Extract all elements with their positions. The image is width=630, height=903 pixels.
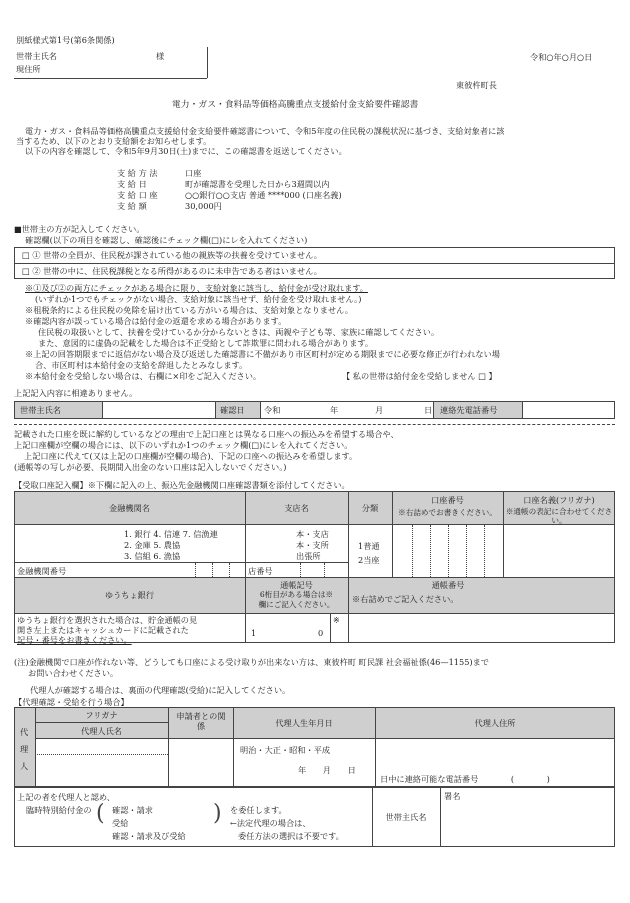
sig-name-label: 世帯主氏名	[20, 405, 61, 415]
agent-address-label: 代理人住所	[474, 718, 516, 728]
agent-side-2: 理	[20, 744, 29, 754]
note-8: 合、市区町村は本給付金の支給を辞退したとみなします。	[35, 360, 248, 370]
delegate-right-3: 委任方法の選択は不要です。	[238, 831, 344, 841]
delegate-right-2: ←法定代理の場合は、	[230, 818, 311, 828]
yucho-note-1: ゆうちょ銀行を選択された場合は、貯金通帳の見	[17, 615, 198, 625]
right-bracket: )	[213, 801, 222, 826]
h-acct-note: ※右詰めでお書きください。	[398, 508, 497, 517]
sig-date-label: 確認日	[220, 405, 245, 415]
change-1: 記載された口座を既に解約しているなどの理由で上記口座とは異なる口座への振込みを希望する場合や、	[14, 429, 399, 439]
symbol-asterisk: ※	[333, 615, 340, 625]
h-acct: 口座番号	[431, 495, 464, 505]
document-date: 令和○年○月○日	[530, 52, 593, 62]
page-title: 電力・ガス・食料品等価格高騰重点支援給付金支給要件確認書	[172, 100, 419, 110]
branch-type-1: 本・支店	[296, 529, 329, 539]
note-6: また、意図的に虚偽の記載をした場合は不正受給として詐欺罪に問われる場合があります。	[38, 338, 374, 348]
agent-relation: 申請者との関係	[176, 711, 226, 732]
agent-birth-label: 代理人生年月日	[275, 718, 333, 728]
h-type: 分類	[361, 503, 379, 513]
issuer: 東彼杵町長	[456, 80, 497, 90]
symbol-label: 通帳記号	[280, 580, 313, 590]
delegate-opt-2[interactable]: 受給	[112, 818, 129, 828]
bank-footnote-2: お問い合わせください。	[28, 668, 119, 678]
bank-type-1: 1. 銀行 4. 信連 7. 信漁連	[124, 529, 218, 539]
note-2: (いずれか1つでもチェックがない場合、支給対象に該当せず、給付金を受け取れません。)	[35, 294, 362, 304]
payment-amount-label: 支 給 額	[117, 201, 147, 211]
intro-line-2: 当するため、以下のとおり支給額をお知らせします。	[16, 136, 212, 146]
addressee-name-label: 世帯主氏名	[16, 51, 57, 61]
bank-heading: 【受取口座記入欄】※下欄に記入の上、振込先金融機関口座確認書類を添付してください。	[14, 480, 350, 490]
sig-day: 日	[424, 405, 433, 415]
payment-date-label: 支 給 日	[117, 179, 147, 189]
intro-line-3: 以下の内容を確認して、令和5年9月30日(土)までに、この確認書を返送してください。	[25, 146, 347, 156]
delegate-line-2: 臨時特別給付金の	[26, 805, 92, 815]
signature-label: 署名	[444, 791, 461, 801]
note-9: ※本給付金を受給しない場合は、右欄に×印をご記入ください。	[25, 371, 262, 381]
delegate-opt-3[interactable]: 確認・請求及び受給	[112, 831, 186, 841]
agent-name-label: 代理人氏名	[81, 726, 122, 736]
agent-ymd: 年 月 日	[298, 765, 356, 775]
symbol-digit-1: 1	[251, 628, 257, 638]
payment-account-label: 支 給 口 座	[117, 190, 158, 200]
addressee-address-label: 現住所	[16, 64, 41, 74]
branch-code-label: 店番号	[248, 566, 273, 576]
bank-footnote-1: (注)金融機関で口座が作れない等、どうしても口座による受け取りが出来ない方は、東彼杵町 町民課 社会福祉係(46—1155)まで	[14, 657, 489, 667]
change-3: 上記口座に代えて(又は上記の口座欄が空欄の場合)、下記の口座への振込みを希望します。	[24, 451, 358, 461]
change-2: 上記口座欄が空欄の場合には、以下のいずれか1つのチェック欄(□)にレを入れてください。	[14, 440, 353, 450]
agent-heading: 【代理確認・受給を行う場合】	[14, 697, 129, 707]
bank-code-label: 金融機関番号	[17, 566, 67, 576]
acct-type-2[interactable]: 2当座	[358, 555, 380, 565]
delegate-line-1: 上記の者を代理人と認め、	[17, 792, 115, 802]
symbol-note-2: 欄にご記入ください。	[258, 600, 335, 609]
payment-amount-value: 30,000円	[185, 201, 222, 211]
section1-sub: 確認欄(以下の項目を確認し、確認後にチェック欄(□)にレを入れてください)	[25, 235, 308, 245]
agent-side-1: 代	[20, 727, 29, 737]
acct-type-1[interactable]: 1普通	[358, 541, 380, 551]
change-4: (通帳等の写しが必要、長期間入出金のない口座は記入しないでください。)	[14, 462, 287, 472]
number-label: 通帳番号	[431, 580, 465, 590]
addressee-honorific: 様	[156, 51, 165, 61]
agent-side-3: 人	[20, 761, 29, 771]
note-7: ※上記の回答期限までに返信がない場合及び返送した確認書に不備があり市区町村が定める期限までに必要な修正が行われない場	[25, 349, 500, 359]
yucho-note-2: 開き左上またはキャッシュカードに記載された	[17, 625, 189, 635]
decline-checkbox[interactable]: 【 私の世帯は給付金を受給しません □ 】	[342, 371, 497, 381]
note-3: ※租税条約による住民税の免除を届け出ている方がいる場合は、支給対象となりません。	[25, 305, 353, 315]
bank-type-2: 2. 金庫 5. 農協	[124, 540, 181, 550]
yucho-label: ゆうちょ銀行	[104, 590, 155, 600]
intro-line-1: 電力・ガス・食料品等価格高騰重点支援給付金支給要件確認書について、令和5年度の住民税の課税状況に基づき、支給対象者に該	[25, 126, 505, 136]
payment-account-value: ○○銀行○○支店 普通 ****000 (口座名義)	[185, 190, 342, 200]
delegate-right-1: を委任します。	[230, 805, 287, 815]
confirm-line: 上記記入内容に相違ありません。	[14, 388, 138, 398]
note-4: ※確認内容が誤っている場合は給付金の返還を求める場合があります。	[25, 316, 287, 326]
h-holder: 口座名義(フリガナ)	[523, 495, 595, 505]
payment-method-label: 支 給 方 法	[117, 168, 158, 178]
symbol-digit-0: 0	[318, 628, 324, 638]
number-note: ※右詰めでご記入ください。	[352, 594, 459, 604]
h-bank: 金融機関名	[109, 503, 150, 513]
payment-method-value: 口座	[185, 168, 202, 178]
h-holder-note: ※通帳の表記に合わせてください。	[505, 507, 613, 526]
left-bracket: (	[96, 801, 105, 826]
agent-furigana: フリガナ	[85, 710, 118, 720]
sig-phone-label: 連絡先電話番号	[440, 405, 498, 415]
agent-eras: 明治・大正・昭和・平成	[240, 745, 331, 755]
branch-type-2: 本・支所	[296, 540, 329, 550]
section1-heading: ■世帯主の方が記入してください。	[14, 224, 145, 234]
form-id: 別紙様式第1号(第6条関係)	[16, 35, 115, 45]
delegate-opt-1[interactable]: 確認・請求	[112, 805, 153, 815]
agent-intro: 代理人が確認する場合は、裏面の代理確認(受給)に記入してください。	[30, 685, 291, 695]
note-5: 住民税の取扱いとして、扶養を受けているか分からないときは、両親や子ども等、家族に確認してください。	[38, 327, 440, 337]
check-item-1[interactable]: □ ① 世帯の全員が、住民税が課されている他の親族等の扶養を受けていません。	[22, 250, 322, 260]
check-item-2[interactable]: □ ② 世帯の中に、住民税課税となる所得があるのに未申告である者はいません。	[22, 266, 322, 276]
bank-type-3: 3. 信組 6. 漁協	[124, 551, 181, 561]
h-branch: 支店名	[284, 503, 309, 513]
sig-year: 年	[330, 405, 339, 415]
payment-date-value: 町が確認書を受理した日から3週間以内	[185, 179, 330, 189]
yucho-note-3: 記号・番号をお書きください。	[17, 635, 132, 645]
sig-era: 令和	[264, 405, 281, 415]
symbol-note-1: 6桁目がある場合は※	[259, 590, 334, 599]
sig-month: 月	[375, 405, 384, 415]
signature-row	[14, 401, 615, 419]
owner-label: 世帯主氏名	[385, 812, 427, 822]
agent-phone: 日中に連絡可能な電話番号 ( )	[380, 774, 550, 784]
note-1: ※①及び②の両方にチェックがある場合に限り、支給対象に該当し、給付金が受け取れます。	[25, 283, 368, 293]
branch-type-3: 出張所	[296, 551, 321, 561]
